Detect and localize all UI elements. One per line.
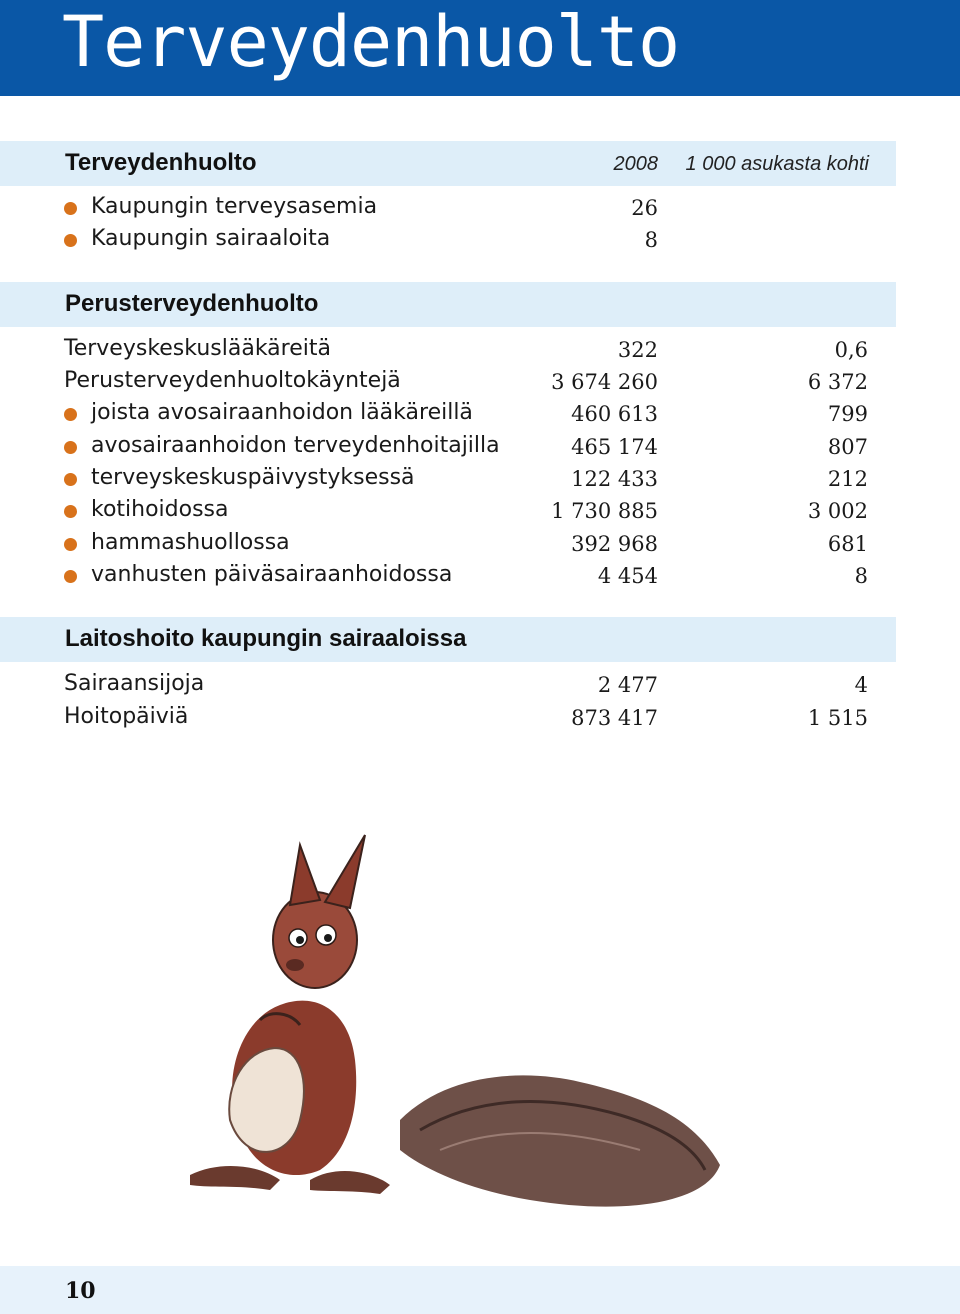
page-title: Terveydenhuolto bbox=[62, 1, 680, 83]
bullet-icon bbox=[64, 505, 77, 518]
row-label: joista avosairaanhoidon lääkäreillä bbox=[91, 400, 473, 425]
title-banner bbox=[0, 0, 960, 96]
row-value-2008: 873 417 bbox=[571, 706, 658, 730]
table-row bbox=[0, 528, 896, 560]
table-row bbox=[0, 398, 896, 430]
row-value-2008: 392 968 bbox=[571, 532, 658, 556]
row-label: terveyskeskuspäivystyksessä bbox=[91, 465, 415, 490]
row-value-per-1000: 8 bbox=[854, 564, 868, 588]
row-value-per-1000: 1 515 bbox=[807, 706, 868, 730]
row-value-2008: 1 730 885 bbox=[551, 499, 658, 523]
row-value-per-1000: 799 bbox=[827, 402, 868, 426]
column-header-per-1000: 1 000 asukasta kohti bbox=[685, 153, 869, 175]
row-value-per-1000: 3 002 bbox=[807, 499, 868, 523]
table-row bbox=[0, 334, 896, 366]
page-footer bbox=[0, 1266, 960, 1314]
table-row bbox=[0, 192, 896, 224]
row-value-2008: 8 bbox=[644, 228, 658, 252]
table-row bbox=[0, 702, 896, 734]
section-heading: Perusterveydenhuolto bbox=[65, 290, 319, 317]
bullet-icon bbox=[64, 538, 77, 551]
table-row bbox=[0, 366, 896, 398]
row-value-2008: 3 674 260 bbox=[551, 370, 658, 394]
table-row bbox=[0, 463, 896, 495]
row-label: Perusterveydenhuoltokäyntejä bbox=[64, 368, 401, 393]
row-value-2008: 465 174 bbox=[571, 435, 658, 459]
row-label: Kaupungin sairaaloita bbox=[91, 226, 331, 251]
table-row bbox=[0, 431, 896, 463]
row-label: Terveyskeskuslääkäreitä bbox=[64, 336, 331, 361]
row-label: hammashuollossa bbox=[91, 530, 290, 555]
row-value-per-1000: 6 372 bbox=[807, 370, 868, 394]
row-label: Sairaansijoja bbox=[64, 671, 205, 696]
bullet-icon bbox=[64, 202, 77, 215]
bullet-icon bbox=[64, 473, 77, 486]
row-label: vanhusten päiväsairaanhoidossa bbox=[91, 562, 453, 587]
table-row bbox=[0, 560, 896, 592]
row-label: Hoitopäiviä bbox=[64, 704, 189, 729]
page-number: 10 bbox=[65, 1278, 96, 1304]
table-row bbox=[0, 495, 896, 527]
section-heading: Laitoshoito kaupungin sairaaloissa bbox=[65, 625, 467, 652]
row-value-per-1000: 807 bbox=[827, 435, 868, 459]
table-row bbox=[0, 669, 896, 701]
bullet-icon bbox=[64, 570, 77, 583]
section-heading: Terveydenhuolto bbox=[65, 149, 257, 176]
row-value-per-1000: 681 bbox=[827, 532, 868, 556]
row-value-per-1000: 212 bbox=[827, 467, 868, 491]
row-label: avosairaanhoidon terveydenhoitajilla bbox=[91, 433, 500, 458]
row-value-per-1000: 0,6 bbox=[834, 338, 868, 362]
squirrel-illustration bbox=[150, 820, 750, 1240]
row-value-2008: 322 bbox=[617, 338, 658, 362]
row-label: kotihoidossa bbox=[91, 497, 229, 522]
row-value-2008: 2 477 bbox=[597, 673, 658, 697]
section-header-laitoshoito bbox=[0, 617, 896, 662]
row-value-2008: 460 613 bbox=[571, 402, 658, 426]
column-header-year: 2008 bbox=[613, 153, 658, 175]
bullet-icon bbox=[64, 441, 77, 454]
bullet-icon bbox=[64, 234, 77, 247]
row-value-2008: 4 454 bbox=[597, 564, 658, 588]
row-label: Kaupungin terveysasemia bbox=[91, 194, 378, 219]
table-row bbox=[0, 224, 896, 256]
row-value-2008: 26 bbox=[631, 196, 658, 220]
section-header-terveydenhuolto bbox=[0, 141, 896, 186]
row-value-2008: 122 433 bbox=[571, 467, 658, 491]
row-value-per-1000: 4 bbox=[854, 673, 868, 697]
section-header-perusterveydenhuolto bbox=[0, 282, 896, 327]
bullet-icon bbox=[64, 408, 77, 421]
